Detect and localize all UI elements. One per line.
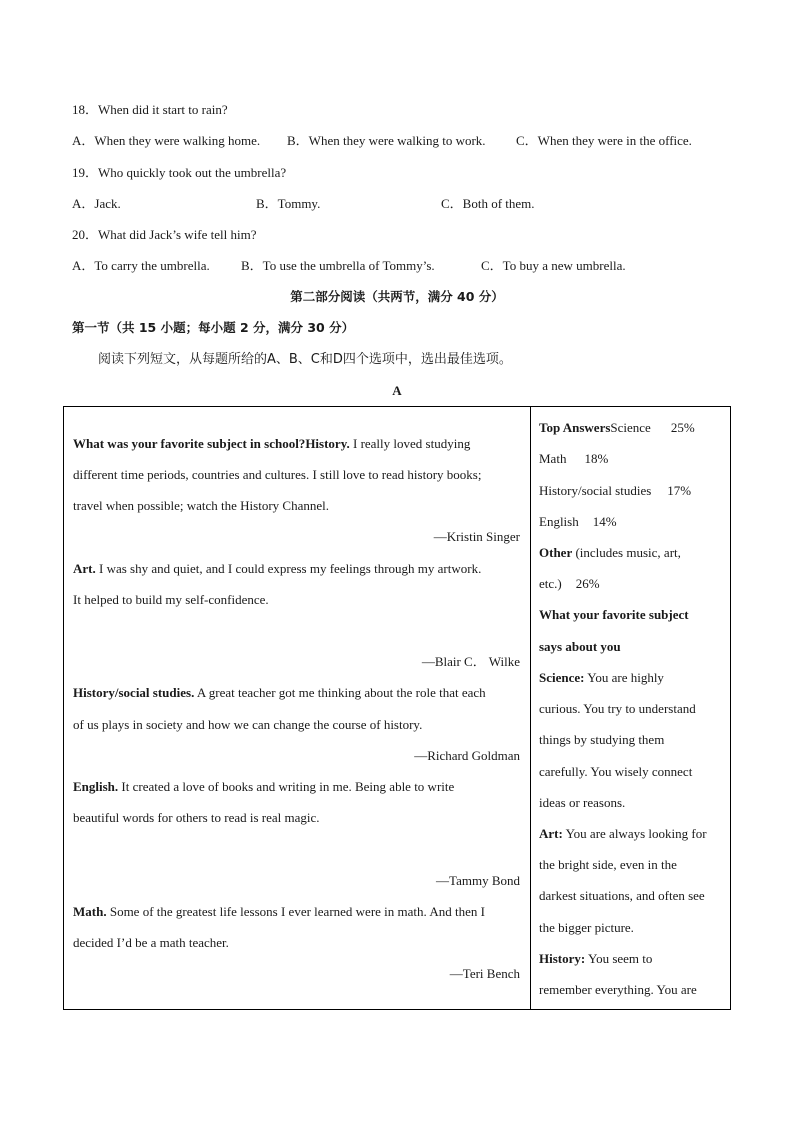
- option-text: Tommy.: [277, 196, 321, 211]
- q20-option-a: [72, 258, 210, 274]
- answer-text: of us plays in society and how we can change the course of history.: [73, 717, 423, 732]
- answer-english: [73, 779, 454, 795]
- description-text: You seem to: [585, 951, 653, 966]
- art-row: [539, 826, 707, 842]
- intro-question: What was your favorite subject in school?: [73, 436, 306, 451]
- question-text: Who quickly took out the umbrella?: [98, 165, 287, 180]
- stat-percent: 14%: [592, 514, 617, 529]
- stat-row: [539, 483, 691, 499]
- author: —Tammy Bond: [436, 873, 520, 888]
- answer-text: beautiful words for others to read is real magic.: [73, 810, 320, 825]
- answer-text: I was shy and quiet, and I could express my feelings through my artwork.: [95, 561, 482, 576]
- stat-subject: English: [539, 514, 579, 529]
- description-text: curious. You try to understand: [539, 701, 696, 716]
- other-percent: 26%: [575, 576, 600, 591]
- description-text: You are always looking for: [562, 826, 707, 841]
- option-letter: B．: [241, 258, 263, 273]
- author: —Blair C． Wilke: [421, 654, 520, 669]
- stat-row: [539, 451, 608, 467]
- q20-option-c: [481, 258, 626, 274]
- stat-row: [539, 514, 617, 530]
- description-text: ideas or reasons.: [539, 795, 626, 810]
- passage-label: A: [392, 383, 402, 398]
- option-text: Jack.: [94, 196, 121, 211]
- option-letter: C．: [516, 133, 538, 148]
- option-letter: B．: [287, 133, 309, 148]
- q18-option-c: [516, 133, 692, 149]
- says-heading: What your favorite subject: [539, 607, 689, 622]
- answer-text: A great teacher got me thinking about the role that each: [194, 685, 486, 700]
- top-answers-row: [539, 420, 695, 436]
- other-label: Other: [539, 545, 573, 560]
- answer-text: It created a love of books and writing in me. Being able to write: [118, 779, 455, 794]
- question-19: [72, 165, 286, 181]
- history-row: [539, 951, 652, 967]
- history-label: History:: [539, 951, 586, 966]
- stat-subject: Math: [539, 451, 567, 466]
- other-row: [539, 545, 681, 561]
- subject-label: English.: [73, 779, 119, 794]
- instruction: 阅读下列短文，从每题所给的A、B、C和D四个选项中，选出最佳选项。: [98, 352, 512, 367]
- description-text: things by studying them: [539, 732, 665, 747]
- author: —Teri Bench: [449, 966, 520, 981]
- option-text: Both of them.: [462, 196, 535, 211]
- question-20: [72, 227, 257, 243]
- option-text: To buy a new umbrella.: [502, 258, 626, 273]
- description-text: carefully. You wisely connect: [539, 764, 693, 779]
- says-heading: says about you: [539, 639, 621, 654]
- description-text: remember everything. You are: [539, 982, 697, 997]
- other-text: (includes music, art,: [572, 545, 681, 560]
- option-text: To use the umbrella of Tommy’s.: [262, 258, 435, 273]
- right-column: [531, 407, 731, 1010]
- q19-option-c: [441, 196, 535, 212]
- art-label: Art:: [539, 826, 563, 841]
- author: —Kristin Singer: [433, 529, 520, 544]
- option-letter: A．: [72, 133, 95, 148]
- stat-percent: 17%: [667, 483, 692, 498]
- subject-label: History/social studies.: [73, 685, 195, 700]
- answer-text: It helped to build my self-confidence.: [73, 592, 269, 607]
- answer-art: [73, 561, 481, 577]
- left-column: [64, 407, 531, 1010]
- author: —Richard Goldman: [414, 748, 520, 763]
- science-row: [539, 670, 664, 686]
- answer-text: I really loved studying: [349, 436, 471, 451]
- option-text: When they were walking to work.: [308, 133, 486, 148]
- answer-math: [73, 904, 485, 920]
- section1-heading: 第一节（共 15 小题；每小题 2 分，满分 30 分）: [72, 320, 355, 335]
- answer-text: decided I’d be a math teacher.: [73, 935, 229, 950]
- stat-percent: 25%: [670, 420, 695, 435]
- q18-option-b: [287, 133, 486, 149]
- question-text: What did Jack’s wife tell him?: [98, 227, 257, 242]
- option-text: When they were in the office.: [537, 133, 692, 148]
- reading-table: [63, 406, 731, 1010]
- stat-subject: Science: [610, 420, 651, 435]
- answer-history: [73, 436, 470, 452]
- subject-label: Art.: [73, 561, 96, 576]
- subject-label: History.: [305, 436, 350, 451]
- q19-option-b: [256, 196, 320, 212]
- question-number: 20．: [72, 227, 99, 242]
- option-letter: C．: [441, 196, 463, 211]
- q20-option-b: [241, 258, 435, 274]
- q18-option-a: [72, 133, 260, 149]
- other-text: etc.): [539, 576, 562, 591]
- answer-text: Some of the greatest life lessons I ever learned were in math. And then I: [106, 904, 485, 919]
- description-text: darkest situations, and often see: [539, 888, 705, 903]
- answer-text: travel when possible; watch the History Channel.: [73, 498, 329, 513]
- answer-text: different time periods, countries and cultures. I still love to read history books;: [73, 467, 482, 482]
- option-letter: B．: [256, 196, 278, 211]
- option-text: To carry the umbrella.: [94, 258, 210, 273]
- answer-history-social: [73, 685, 486, 701]
- question-text: When did it start to rain?: [98, 102, 228, 117]
- stat-subject: History/social studies: [539, 483, 652, 498]
- question-18: [72, 102, 228, 118]
- stat-percent: 18%: [584, 451, 609, 466]
- question-number: 18．: [72, 102, 99, 117]
- q19-option-a: [72, 196, 121, 212]
- description-text: the bigger picture.: [539, 920, 634, 935]
- description-text: You are highly: [584, 670, 664, 685]
- option-letter: A．: [72, 196, 95, 211]
- option-letter: C．: [481, 258, 503, 273]
- science-label: Science:: [539, 670, 585, 685]
- part2-heading: 第二部分阅读（共两节，满分 40 分）: [290, 289, 504, 304]
- question-number: 19．: [72, 165, 99, 180]
- other-row-2: [539, 576, 600, 592]
- subject-label: Math.: [73, 904, 107, 919]
- description-text: the bright side, even in the: [539, 857, 677, 872]
- option-letter: A．: [72, 258, 95, 273]
- option-text: When they were walking home.: [94, 133, 261, 148]
- top-answers-label: Top Answers: [539, 420, 611, 435]
